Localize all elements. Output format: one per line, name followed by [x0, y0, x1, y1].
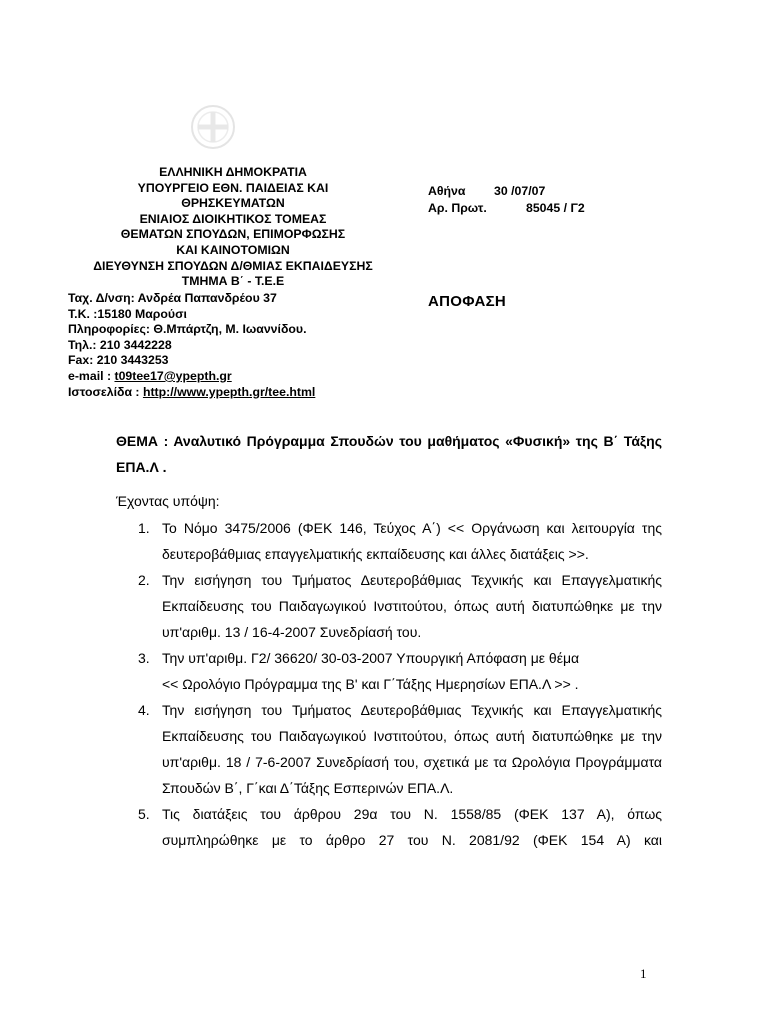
list-item-number: 1.	[138, 520, 150, 536]
website-label: Ιστοσελίδα :	[68, 384, 143, 399]
list-item-text: Την εισήγηση του Τμήματος Δευτεροβάθμιας Τεχνικής και Επαγγελματικής Εκπαίδευσης του Παιδαγωγικού Ινστιτούτου, όπως αυτή διατυπώθηκε με την υπ'αριθμ. 18 / 7-6-2007 Συνεδρίασή του, σχετικά με τα Ωρολόγια Προγράμματα Σπουδών Β΄, Γ΄και Δ΄Τάξης Εσπερινών ΕΠΑ.Λ.	[162, 702, 662, 796]
email-label: e-mail :	[68, 368, 115, 383]
list-item-text-cont: << Ωρολόγιο Πρόγραμμα της Β' και Γ΄Τάξης Ημερησίων ΕΠΑ.Λ >> .	[162, 676, 579, 692]
list-item-number: 4.	[138, 702, 150, 718]
email-line	[68, 369, 408, 385]
list-item-text: Την εισήγηση του Τμήματος Δευτεροβάθμιας Τεχνικής και Επαγγελματικής Εκπαίδευσης του Παιδαγωγικού Ινστιτούτου, όπως αυτή διατυπώθηκε με την υπ'αριθμ. 13 / 16-4-2007 Συνεδρίασή του.	[162, 572, 662, 640]
date-label: Αθήνα	[428, 184, 466, 198]
website-line	[68, 385, 408, 401]
page-number: 1	[640, 966, 647, 981]
address-line: Ταχ. Δ/νση: Ανδρέα Παπανδρέου 37	[68, 291, 277, 305]
list-item-text: Τις διατάξεις του άρθρου 29α του Ν. 1558/85 (ΦΕΚ 137 Α), όπως συμπληρώθηκε με το άρθρο 27 του Ν. 2081/92 (ΦΕΚ 154 Α) και	[162, 806, 662, 848]
date-value: 30 /07/07	[494, 184, 546, 198]
agency-line: ΕΝΙΑΙΟΣ ΔΙΟΙΚΗΤΙΚΟΣ ΤΟΜΕΑΣ	[139, 211, 327, 226]
agency-line: ΘΕΜΑΤΩΝ ΣΠΟΥΔΩΝ, ΕΠΙΜΟΡΦΩΣΗΣ	[120, 227, 346, 242]
protocol-label: Αρ. Πρωτ.	[428, 201, 487, 215]
list-item-number: 2.	[138, 572, 150, 588]
fax-line: Fax: 210 3443253	[68, 353, 169, 368]
protocol-row	[428, 200, 648, 217]
date-row	[428, 183, 648, 200]
list-item-number: 5.	[138, 806, 150, 822]
list-item	[138, 515, 662, 567]
info-line: Πληροφορίες: Θ.Μπάρτζη, Μ. Ιωαννίδου.	[68, 322, 307, 337]
date-protocol-block	[428, 183, 648, 217]
list-item-text: Το Νόμο 3475/2006 (ΦΕΚ 146, Τεύχος Α΄) << Οργάνωση και λειτουργία της δευτεροβάθμιας επαγγελματικής εκπαίδευσης και άλλες διατάξεις >>.	[162, 520, 662, 562]
list-item	[138, 697, 662, 801]
phone-line: Τηλ.: 210 3442228	[68, 337, 172, 352]
agency-line: ΥΠΟΥΡΓΕΙΟ ΕΘΝ. ΠΑΙΔΕΙΑΣ ΚΑΙ	[137, 180, 329, 195]
subject-heading: ΘΕΜΑ : Αναλυτικό Πρόγραμμα Σπουδών του μαθήματος «Φυσική» της Β΄ Τάξης ΕΠΑ.Λ .	[116, 433, 662, 475]
whereas-label: Έχοντας υπόψη:	[116, 493, 220, 509]
protocol-value: 85045 / Γ2	[526, 201, 585, 215]
decision-title: ΑΠΟΦΑΣΗ	[428, 293, 507, 310]
email-link[interactable]: t09tee17@ypepth.gr	[114, 368, 232, 383]
list-item-text: Την υπ'αριθμ. Γ2/ 36620/ 30-03-2007 Υπουργική Απόφαση με θέμα	[162, 650, 580, 666]
agency-header	[70, 165, 396, 290]
website-link[interactable]: http://www.ypepth.gr/tee.html	[142, 384, 316, 399]
agency-line: ΚΑΙ ΚΑΙΝΟΤΟΜΙΩΝ	[176, 242, 290, 257]
agency-line: ΘΡΗΣΚΕΥΜΑΤΩΝ	[181, 196, 285, 211]
contact-block	[68, 291, 408, 400]
postal-line: Τ.Κ. :15180 Μαρούσι	[68, 306, 187, 321]
coat-of-arms-icon	[190, 104, 236, 150]
list-item	[138, 567, 662, 645]
agency-line: ΤΜΗΜΑ Β΄ - Τ.Ε.Ε	[181, 274, 285, 289]
list-item	[138, 645, 662, 697]
agency-line: ΔΙΕΥΘΥΝΣΗ ΣΠΟΥΔΩΝ Δ/ΘΜΙΑΣ ΕΚΠΑΙΔΕΥΣΗΣ	[93, 258, 373, 273]
considerations-list	[138, 515, 662, 853]
list-item-number: 3.	[138, 650, 150, 666]
list-item	[138, 801, 662, 853]
agency-line: ΕΛΛΗΝΙΚΗ ΔΗΜΟΚΡΑΤΙΑ	[159, 165, 307, 179]
